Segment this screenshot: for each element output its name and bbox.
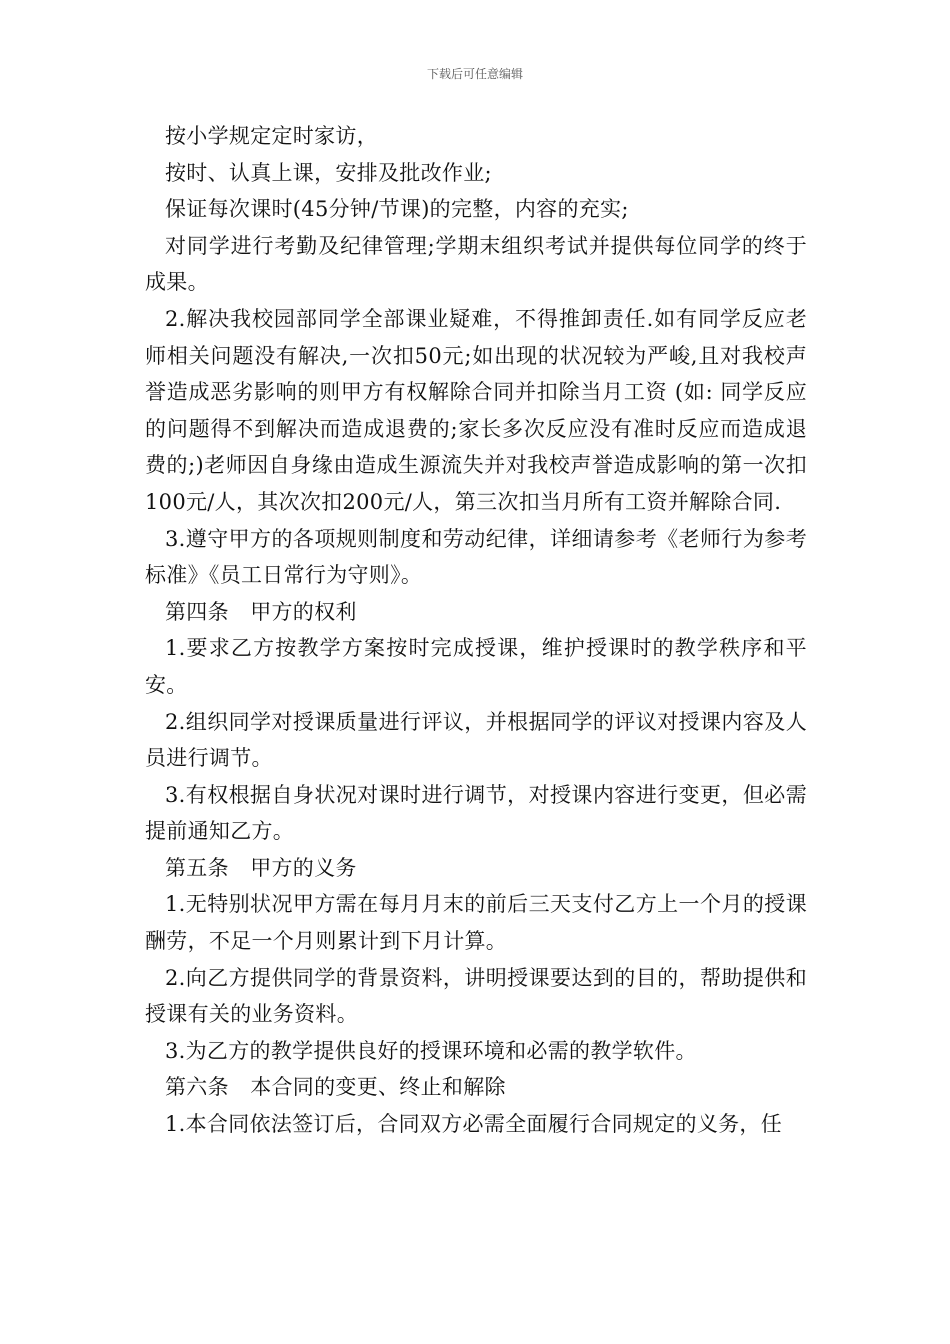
paragraph-attendance: 对同学进行考勤及纪律管理;学期末组织考试并提供每位同学的终于成果。 [145, 233, 807, 295]
paragraph-article-5-item-1: 1.无特别状况甲方需在每月月末的前后三天支付乙方上一个月的授课酬劳，不足一个月则累计到下月计算。 [145, 892, 807, 954]
article-5-heading: 第五条 甲方的义务 [165, 855, 357, 880]
page-header: 下载后可任意编辑 [426, 67, 523, 81]
paragraph-article-4-item-3: 3.有权根据自身状况对课时进行调节，对授课内容进行变更，但必需提前通知乙方。 [145, 782, 807, 844]
article-6-heading: 第六条 本合同的变更、终止和解除 [165, 1075, 506, 1100]
paragraph-article-4-item-2: 2.组织同学对授课质量进行评议，并根据同学的评议对授课内容及人员进行调节。 [145, 709, 807, 771]
paragraph-article-6-item-1: 1.本合同依法签订后，合同双方必需全面履行合同规定的义务，任 [165, 1112, 783, 1137]
paragraph-article-5-item-2: 2.向乙方提供同学的背景资料，讲明授课要达到的目的，帮助提供和授课有关的业务资料。 [145, 965, 807, 1027]
paragraph-home-visit: 按小学规定定时家访， [165, 124, 378, 148]
paragraph-article-5-item-3: 3.为乙方的教学提供良好的授课环境和必需的教学软件。 [165, 1038, 697, 1063]
paragraph-item-3-rules: 3.遵守甲方的各项规则制度和劳动纪律，详细请参考《老师行为参考标准》《员工日常行为守则》。 [145, 526, 807, 588]
article-4-heading: 第四条 甲方的权利 [165, 599, 357, 624]
paragraph-class-time: 保证每次课时(45分钟/节课)的完整，内容的充实; [165, 197, 629, 222]
paragraph-item-2-questions: 2.解决我校园部同学全部课业疑难，不得推卸责任.如有同学反应老师相关问题没有解决,一次扣50元;如出现的状况较为严峻,且对我校声誉造成恶劣影响的则甲方有权解除合同并扣除当月工资 (如: 同学反应的问题得不到解决而造成退费的;家长多次反应没有准时反应而造成退费的;)老师因自身缘由造成生源流失并对我校声誉造成影响的第一次扣100元/人，其次次扣200元/人，第三次扣当月所有工资并解除合同. [145, 306, 807, 514]
document-body [145, 118, 807, 1143]
paragraph-class-homework: 按时、认真上课，安排及批改作业; [165, 160, 492, 185]
paragraph-article-4-item-1: 1.要求乙方按教学方案按时完成授课，维护授课时的教学秩序和平安。 [145, 636, 807, 697]
